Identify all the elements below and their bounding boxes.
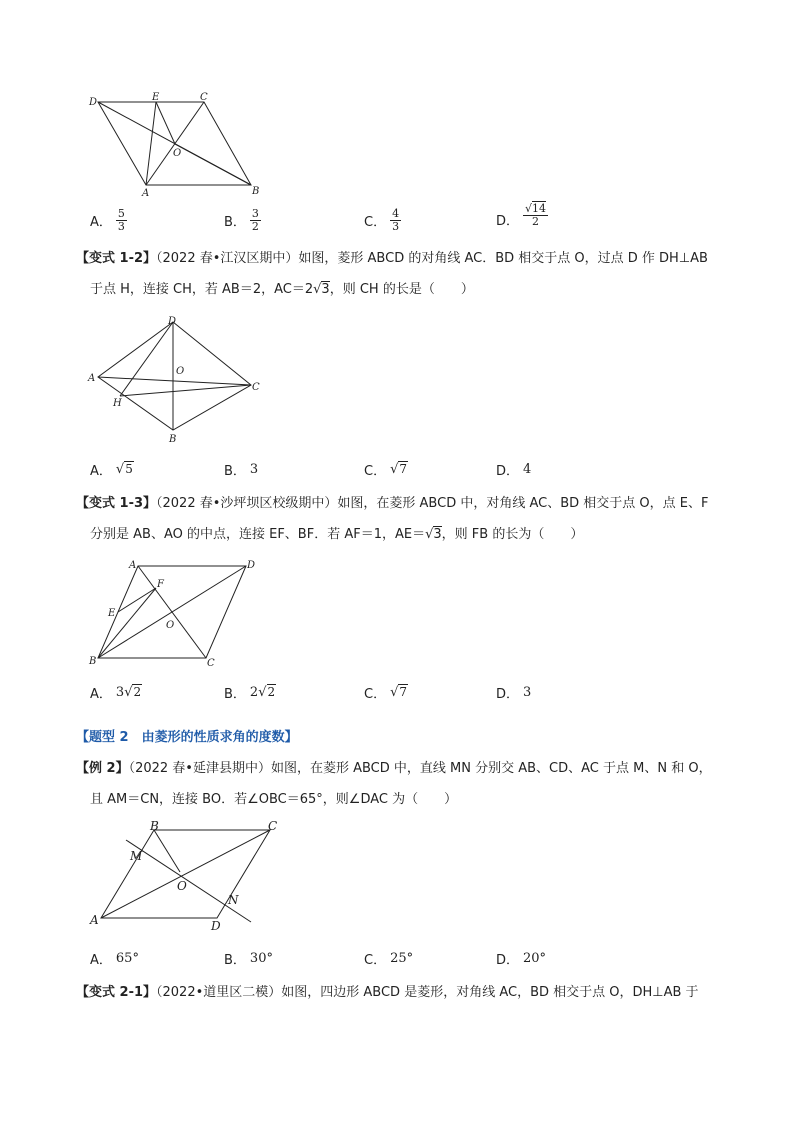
label-C: C — [252, 382, 260, 393]
radical: √2 — [124, 685, 142, 700]
label-E: E — [108, 608, 116, 619]
fraction: $\frac{√14}{2}$ — [525, 202, 547, 228]
option-d[interactable]: D． $\frac{√14}{2}$ — [496, 202, 547, 229]
q2-options — [90, 683, 770, 705]
label-C: C — [207, 658, 215, 669]
question-tag: 【变式 1-2】 — [76, 251, 157, 266]
option-b[interactable]: B． 3 — [224, 462, 259, 479]
label-O: O — [166, 620, 175, 631]
example-2: 【例 2】（2022 春•延津县期中）如图，在菱形 ABCD 中，直线 MN 分别交 AB、CD、AC 于点 M、N 和 O， 且 AM＝CN，连接 BO．若∠OBC＝65°，则∠DAC 为（ ） — [76, 761, 712, 807]
label-A: A — [129, 560, 137, 571]
label-B: B — [150, 819, 159, 833]
label-E: E — [152, 92, 160, 103]
option-d[interactable]: D． 20° — [496, 951, 547, 968]
option-c[interactable]: C． $\frac{4}{3}$ — [364, 207, 400, 233]
radical: √7 — [390, 685, 408, 700]
label-F: F — [157, 579, 164, 590]
label-B: B — [169, 434, 177, 445]
option-c[interactable]: C． √7 — [364, 462, 408, 479]
option-c[interactable]: C． √7 — [364, 685, 408, 702]
radical: √5 — [115, 462, 133, 477]
question-tag: 【变式 2-1】 — [76, 985, 157, 1000]
option-a[interactable]: A． √5 — [90, 462, 133, 479]
label-A: A — [90, 913, 99, 927]
figure-3-rhombus — [86, 558, 266, 670]
label-H: H — [113, 398, 122, 409]
option-d[interactable]: D． 4 — [496, 462, 532, 479]
label-A: A — [88, 373, 96, 384]
label-C: C — [268, 819, 278, 833]
option-a[interactable]: A． $\frac{5}{3}$ — [90, 207, 125, 233]
question-1-2: 【变式 1-2】（2022 春•江汉区期中）如图，菱形 ABCD 的对角线 AC．BD 相交于点 O，过点 D 作 DH⊥AB 于点 H，连接 CH，若 AB＝2，AC＝2√3，则 CH 的长是（ ） — [76, 251, 708, 297]
option-d[interactable]: D． 3 — [496, 685, 532, 702]
label-B: B — [89, 656, 97, 667]
label-O: O — [176, 366, 185, 377]
label-M: M — [130, 849, 143, 863]
option-b[interactable]: B． $\frac{3}{2}$ — [224, 207, 259, 233]
radical: √2 — [258, 685, 276, 700]
option-c[interactable]: C． 25° — [364, 951, 414, 968]
label-D: D — [211, 919, 221, 932]
label-A: A — [142, 188, 150, 199]
radical: √7 — [390, 462, 408, 477]
fraction: $\frac{3}{2}$ — [251, 207, 259, 233]
option-a[interactable]: A． 65° — [90, 951, 139, 968]
q1-options — [90, 460, 770, 482]
question-tag: 【例 2】 — [76, 761, 129, 776]
label-C: C — [200, 92, 208, 103]
option-b[interactable]: B． 2 √2 — [224, 685, 276, 702]
label-D: D — [168, 316, 177, 327]
question-tag: 【变式 1-3】 — [76, 496, 157, 511]
figure-4-rhombus — [86, 818, 286, 932]
q3-options — [90, 949, 770, 971]
label-D: D — [89, 97, 98, 108]
fraction: $\frac{4}{3}$ — [392, 207, 400, 233]
figure-1-rhombus — [86, 92, 266, 202]
label-N: N — [228, 893, 239, 907]
question-1-3: 【变式 1-3】（2022 春•沙坪坝区校级期中）如图，在菱形 ABCD 中，对角线 AC、BD 相交于点 O，点 E、F 分别是 AB、AO 的中点，连接 EF、BF．若 AF＝1，AE＝√3，则 FB 的长为（ ） — [76, 496, 709, 542]
fraction: $\frac{5}{3}$ — [117, 207, 125, 233]
section-heading: 【题型 2 由菱形的性质求角的度数】 — [76, 730, 298, 745]
option-a[interactable]: A． 3 √2 — [90, 685, 142, 702]
label-D: D — [247, 560, 256, 571]
label-B: B — [252, 186, 260, 197]
option-b[interactable]: B． 30° — [224, 951, 273, 968]
q0-options — [90, 202, 770, 233]
question-2-1: 【变式 2-1】（2022•道里区二模）如图，四边形 ABCD 是菱形，对角线 AC，BD 相交于点 O，DH⊥AB 于 — [76, 985, 699, 1000]
label-O: O — [173, 148, 182, 159]
label-O: O — [177, 879, 187, 893]
figure-2-rhombus — [86, 314, 266, 446]
